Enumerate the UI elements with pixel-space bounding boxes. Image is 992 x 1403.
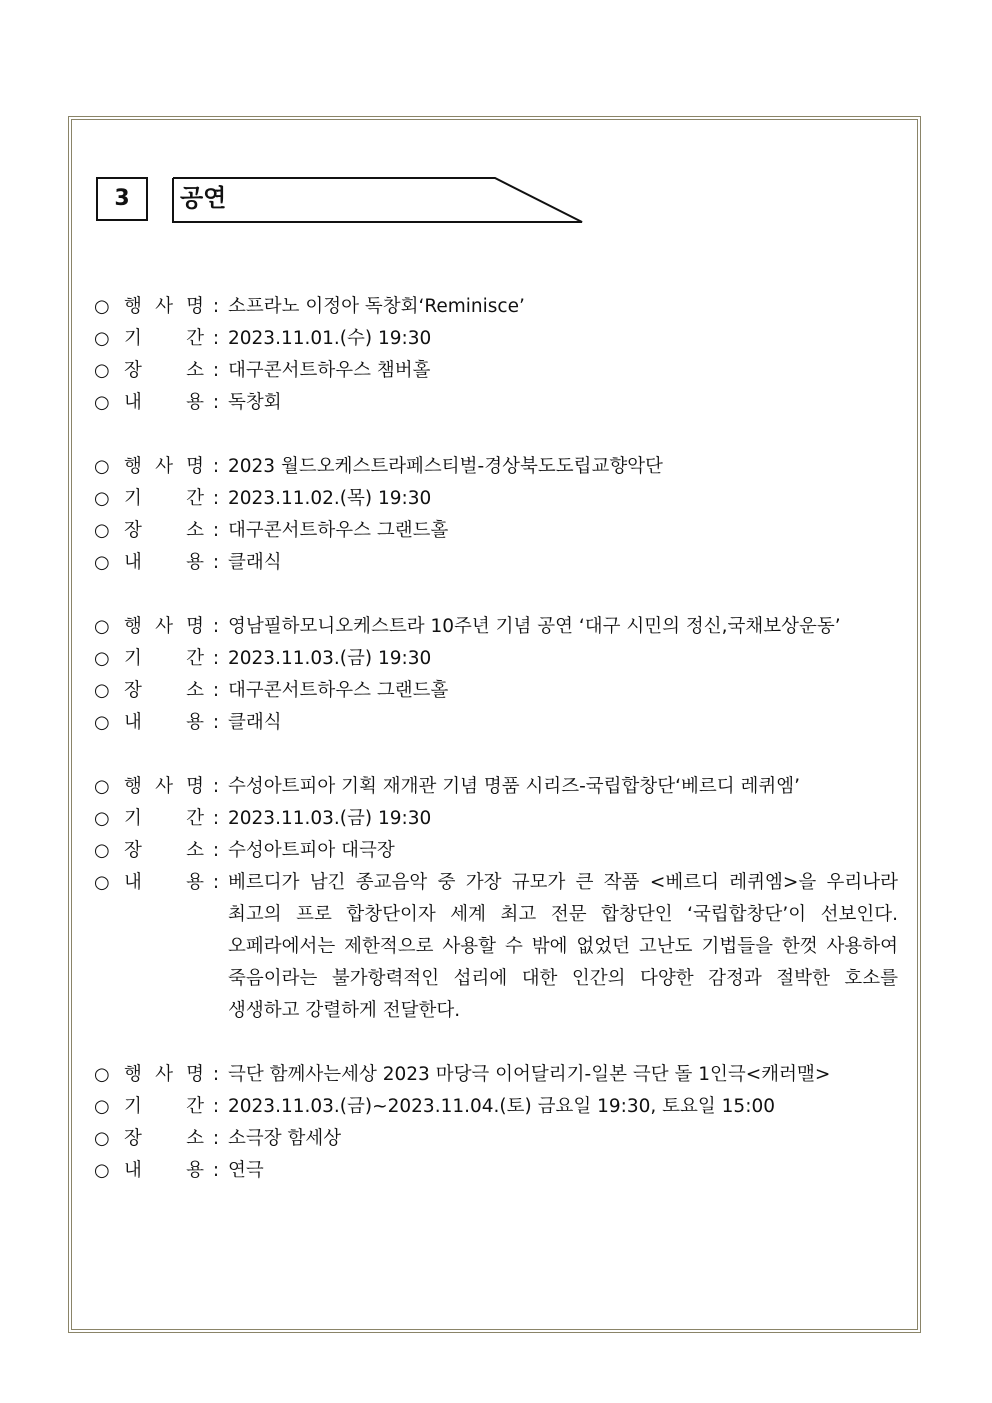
event-content-row	[94, 547, 898, 579]
circle-bullet-icon: ○	[94, 840, 110, 861]
event-name-value: 수성아트피아 기획 재개관 기념 명품 시리즈-국립합창단‘베르디 레퀴엠’	[228, 776, 800, 797]
event-period-label: 기 간	[124, 488, 204, 509]
circle-bullet-icon: ○	[94, 328, 110, 349]
event-period-label: 기 간	[124, 1096, 204, 1117]
event-place-row	[94, 1123, 898, 1155]
event-name-row	[94, 451, 898, 483]
event-content-value: 베르디가 남긴 종교음악 중 가장 규모가 큰 작품 <베르디 레퀴엠>을 우리나라 최고의 프로 합창단이자 세계 최고 전문 합창단인 ‘국립합창단’이 선보인다. 오페라에서는 제한적으로 사용할 수 밖에 없었던 고난도 기법들을 한껏 사용하여 죽음이라는 불가항력적인 섭리에 대한 인간의 다양한 감정과 절박한 호소를 생생하고 강렬하게 전달한다.	[228, 872, 898, 1021]
colon: :	[212, 616, 220, 637]
colon: :	[212, 360, 220, 381]
event-name-value: 2023 월드오케스트라페스티벌-경상북도도립교향악단	[228, 456, 663, 477]
event-name-row	[94, 771, 898, 803]
event-period-value: 2023.11.01.(수) 19:30	[228, 328, 432, 349]
event-place-row	[94, 675, 898, 707]
event-place-value: 대구콘서트하우스 그랜드홀	[228, 520, 449, 541]
event-name-value: 소프라노 이정아 독창회‘Reminisce’	[228, 296, 525, 317]
event-name-value: 극단 함께사는세상 2023 마당극 이어달리기-일본 극단 돌 1인극<캐러맬>	[228, 1064, 831, 1085]
event-name-value: 영남필하모니오케스트라 10주년 기념 공연 ‘대구 시민의 정신,국채보상운동’	[228, 616, 841, 637]
event-period-value: 2023.11.03.(금) 19:30	[228, 648, 432, 669]
event-5	[94, 1059, 898, 1187]
circle-bullet-icon: ○	[94, 520, 110, 541]
colon: :	[212, 872, 220, 893]
event-name-label: 행 사 명	[124, 296, 204, 317]
circle-bullet-icon: ○	[94, 1096, 110, 1117]
event-place-label: 장 소	[124, 1128, 204, 1149]
event-place-label: 장 소	[124, 680, 204, 701]
colon: :	[212, 680, 220, 701]
event-3	[94, 611, 898, 739]
event-content-value: 독창회	[228, 392, 282, 413]
colon: :	[212, 1096, 220, 1117]
colon: :	[212, 488, 220, 509]
event-place-value: 대구콘서트하우스 그랜드홀	[228, 680, 449, 701]
section-title-box	[172, 176, 584, 224]
circle-bullet-icon: ○	[94, 1160, 110, 1181]
event-content-row	[94, 387, 898, 419]
event-name-label: 행 사 명	[124, 776, 204, 797]
circle-bullet-icon: ○	[94, 1064, 110, 1085]
event-content-label: 내 용	[124, 552, 204, 573]
event-period-label: 기 간	[124, 328, 204, 349]
event-period-row	[94, 803, 898, 835]
colon: :	[212, 1160, 220, 1181]
section-title: 공연	[180, 184, 227, 212]
event-place-label: 장 소	[124, 520, 204, 541]
event-period-row	[94, 643, 898, 675]
event-place-row	[94, 355, 898, 387]
event-period-row	[94, 483, 898, 515]
event-period-row	[94, 1091, 898, 1123]
event-2	[94, 451, 898, 579]
event-1	[94, 291, 898, 419]
colon: :	[212, 840, 220, 861]
event-place-value: 소극장 함세상	[228, 1128, 342, 1149]
event-name-label: 행 사 명	[124, 616, 204, 637]
event-name-row	[94, 1059, 898, 1091]
colon: :	[212, 296, 220, 317]
event-place-row	[94, 515, 898, 547]
section-number: 3	[96, 177, 148, 221]
event-content-row	[94, 867, 898, 1027]
event-place-row	[94, 835, 898, 867]
colon: :	[212, 776, 220, 797]
circle-bullet-icon: ○	[94, 392, 110, 413]
circle-bullet-icon: ○	[94, 648, 110, 669]
colon: :	[212, 1128, 220, 1149]
event-period-value: 2023.11.03.(금)~2023.11.04.(토) 금요일 19:30, 토요일 15:00	[228, 1096, 775, 1117]
colon: :	[212, 1064, 220, 1085]
event-content-label: 내 용	[124, 712, 204, 733]
colon: :	[212, 552, 220, 573]
circle-bullet-icon: ○	[94, 296, 110, 317]
colon: :	[212, 648, 220, 669]
event-period-value: 2023.11.02.(목) 19:30	[228, 488, 432, 509]
colon: :	[212, 520, 220, 541]
event-content-label: 내 용	[124, 392, 204, 413]
event-place-label: 장 소	[124, 840, 204, 861]
event-period-value: 2023.11.03.(금) 19:30	[228, 808, 432, 829]
event-content-value: 연극	[228, 1160, 264, 1181]
circle-bullet-icon: ○	[94, 456, 110, 477]
colon: :	[212, 456, 220, 477]
event-place-label: 장 소	[124, 360, 204, 381]
event-name-row	[94, 611, 898, 643]
circle-bullet-icon: ○	[94, 552, 110, 573]
circle-bullet-icon: ○	[94, 808, 110, 829]
circle-bullet-icon: ○	[94, 1128, 110, 1149]
circle-bullet-icon: ○	[94, 712, 110, 733]
event-content-value: 클래식	[228, 552, 282, 573]
event-name-row	[94, 291, 898, 323]
colon: :	[212, 328, 220, 349]
event-name-label: 행 사 명	[124, 1064, 204, 1085]
event-4	[94, 771, 898, 1027]
colon: :	[212, 808, 220, 829]
event-content-label: 내 용	[124, 1160, 204, 1181]
event-content-row	[94, 1155, 898, 1187]
event-content-row	[94, 707, 898, 739]
event-list	[94, 291, 898, 1219]
colon: :	[212, 392, 220, 413]
circle-bullet-icon: ○	[94, 360, 110, 381]
event-content-value: 클래식	[228, 712, 282, 733]
circle-bullet-icon: ○	[94, 776, 110, 797]
circle-bullet-icon: ○	[94, 872, 110, 893]
circle-bullet-icon: ○	[94, 680, 110, 701]
event-period-label: 기 간	[124, 808, 204, 829]
event-place-value: 수성아트피아 대극장	[228, 840, 395, 861]
event-period-row	[94, 323, 898, 355]
colon: :	[212, 712, 220, 733]
circle-bullet-icon: ○	[94, 616, 110, 637]
event-content-label: 내 용	[124, 872, 204, 893]
event-period-label: 기 간	[124, 648, 204, 669]
event-name-label: 행 사 명	[124, 456, 204, 477]
circle-bullet-icon: ○	[94, 488, 110, 509]
event-place-value: 대구콘서트하우스 챔버홀	[228, 360, 431, 381]
